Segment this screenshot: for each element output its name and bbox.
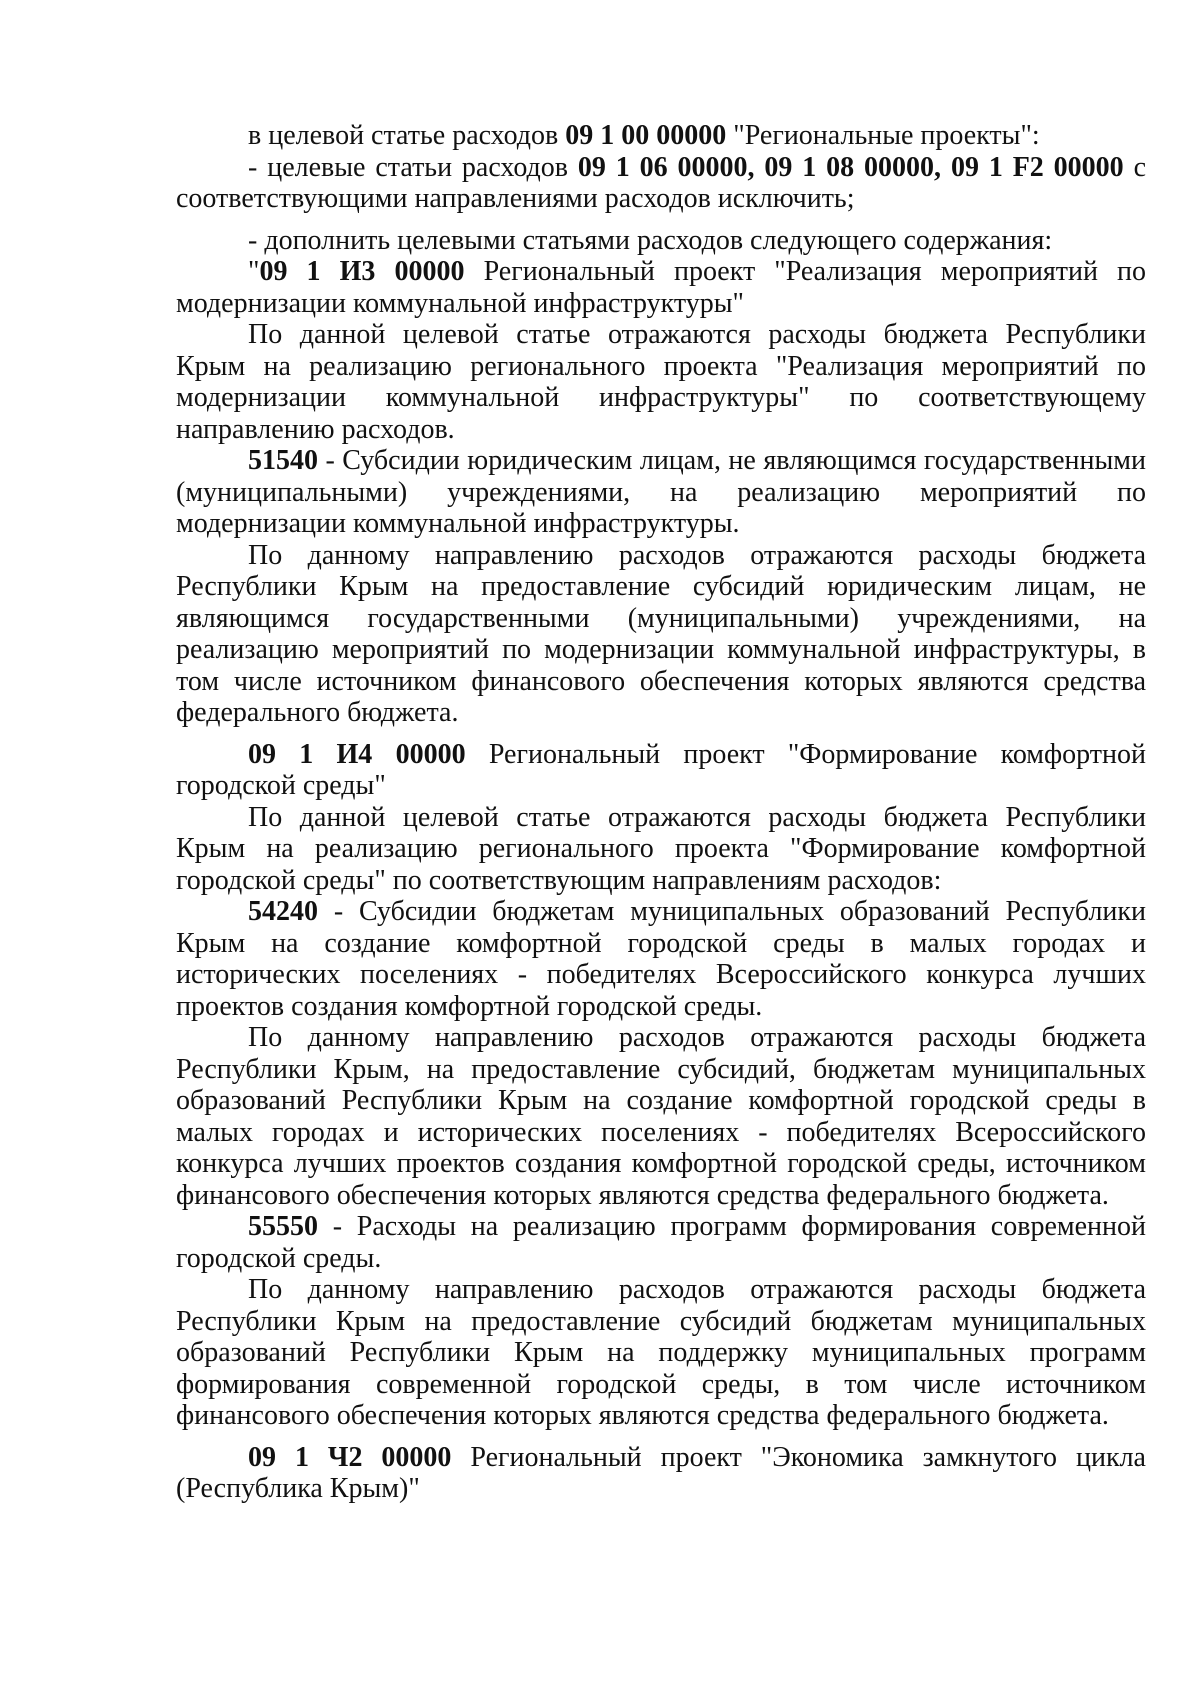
paragraph-direction-55550-description: По данному направлению расходов отражаются расходы бюджета Республики Крым на предоставление субсидий бюджетам муниципальных образований Республики Крым на поддержку муниципальных программ формирования современной городской среды, в том числе источником финансового обеспечения которых являются средства федерального бюджета. [176,1274,1146,1431]
paragraph-project-i3-heading: "09 1 И3 00000 Региональный проект "Реализация мероприятий по модернизации коммунальной инфраструктуры" [176,256,1147,319]
paragraph-direction-51540-description: По данному направлению расходов отражаются расходы бюджета Республики Крым на предоставление субсидий юридическим лицам, не являющимся государственными (муниципальными) учреждениями, на реализацию мероприятий по модернизации коммунальной инфраструктуры, в том числе источником финансового обеспечения которых являются средства федерального бюджета. [176,539,1146,728]
paragraph-direction-54240: 54240 - Субсидии бюджетам муниципальных образований Республики Крым на создание комфортной городской среды в малых городах и исторических поселениях - победителях Всероссийского конкурса лучших проектов создания комфортной городской среды. [176,896,1146,1022]
document-page [176,120,1146,1505]
paragraph-direction-55550: 55550 - Расходы на реализацию программ формирования современной городской среды. [176,1211,1146,1274]
paragraph-direction-54240-description: По данному направлению расходов отражаются расходы бюджета Республики Крым, на предоставление субсидий, бюджетам муниципальных образований Республики Крым на создание комфортной городской среды в малых городах и исторических поселениях - победителях Всероссийского конкурса лучших проектов создания комфортной городской среды, источником финансового обеспечения которых являются средства федерального бюджета. [176,1022,1146,1211]
paragraph-project-i4-description: По данной целевой статье отражаются расходы бюджета Республики Крым на реализацию регионального проекта "Формирование комфортной городской среды" по соответствующим направлениям расходов: [176,801,1146,896]
paragraph-direction-51540: 51540 - Субсидии юридическим лицам, не являющимся государственными (муниципальными) учреждениями, на реализацию мероприятий по модернизации коммунальной инфраструктуры. [176,445,1146,539]
paragraph-project-i3-description: По данной целевой статье отражаются расходы бюджета Республики Крым на реализацию регионального проекта "Реализация мероприятий по модернизации коммунальной инфраструктуры" по соответствующему направлению расходов. [176,319,1146,445]
paragraph-target-article-heading: в целевой статье расходов 09 1 00 00000 "Региональные проекты": [248,120,1040,151]
paragraph-project-ch2-heading: 09 1 Ч2 00000 Региональный проект "Экономика замкнутого цикла (Республика Крым)" [176,1441,1146,1504]
paragraph-exclude-articles: - целевые статьи расходов 09 1 06 00000, 09 1 08 00000, 09 1 F2 00000 с соответствующими направлениями расходов исключить; [176,151,1146,214]
paragraph-project-i4-heading: 09 1 И4 00000 Региональный проект "Формирование комфортной городской среды" [176,738,1146,801]
paragraph-add-articles: - дополнить целевыми статьями расходов следующего содержания: [248,224,1053,256]
